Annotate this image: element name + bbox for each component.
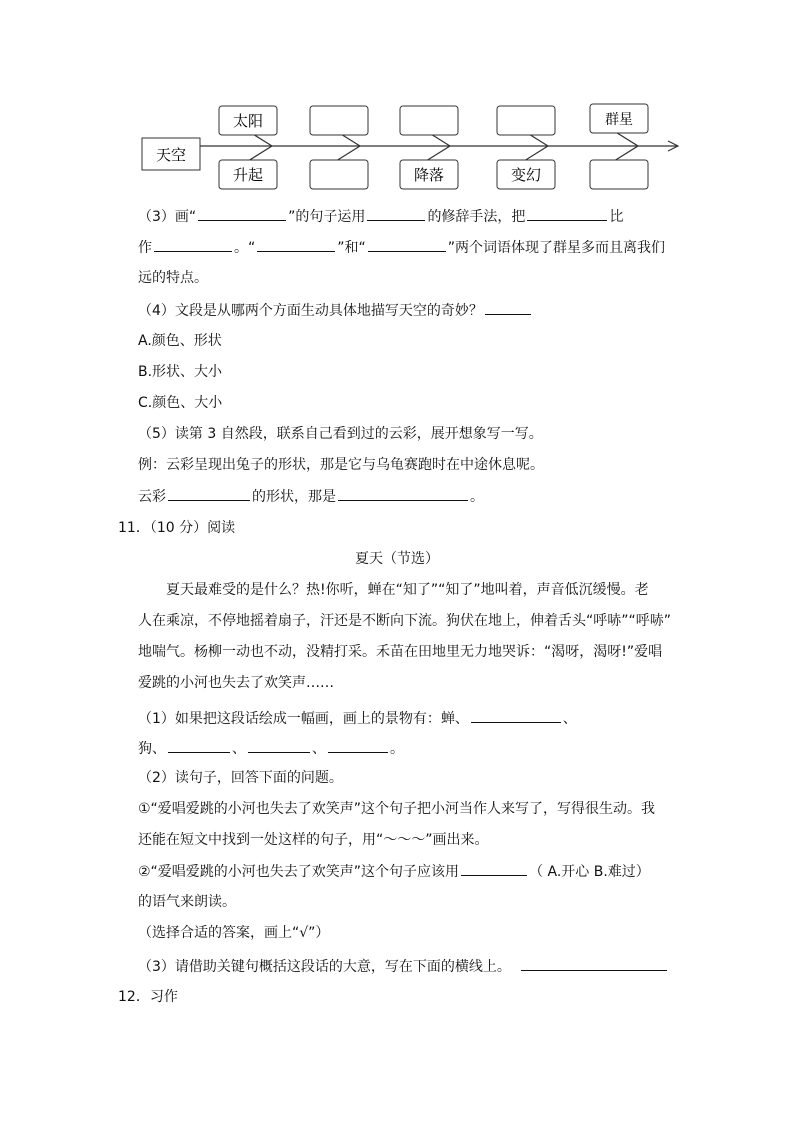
- bottom-box-5: [590, 160, 648, 189]
- option-c: C.颜色、大小: [138, 395, 223, 411]
- top-box-2: [310, 106, 368, 135]
- top-label-1: 太阳: [232, 112, 264, 130]
- blank[interactable]: [154, 237, 232, 252]
- answer-blank[interactable]: [485, 300, 531, 315]
- q10-p4-question: （4）文段是从哪两个方面生动具体地描写天空的奇妙？: [138, 300, 533, 321]
- q10-p5-question: （5）读第 3 自然段，联系自己看到过的云彩，展开想象写一写。: [138, 426, 543, 442]
- bottom-label-4: 变幻: [510, 166, 542, 184]
- blank[interactable]: [168, 486, 250, 501]
- blank[interactable]: [368, 237, 446, 252]
- q11-p2-note: （选择合适的答案，画上“√”）: [138, 925, 330, 941]
- q11-p2-s1b: 还能在短文中找到一处这样的句子，用“～～～”画出来。: [138, 832, 489, 848]
- blank[interactable]: [198, 206, 286, 221]
- passage-line-3: 地喘气。杨柳一动也不动，没精打采。禾苗在田地里无力地哭诉：“渴呀，渴呀!”爱唱: [138, 644, 663, 660]
- fishbone-diagram: [0, 0, 794, 200]
- q11-p1-line1: （1）如果把这段话绘成一幅画，画上的景物有：蝉、 、: [138, 708, 577, 729]
- q11-p3: （3）请借助关键句概括这段话的大意，写在下面的横线上。: [138, 956, 669, 977]
- blank[interactable]: [257, 237, 335, 252]
- q10-p5-answer: 云彩 的形状，那是 。: [138, 486, 484, 507]
- passage-title: 夏天（节选）: [355, 551, 439, 567]
- q11-p2-question: （2）读句子，回答下面的问题。: [138, 770, 343, 786]
- blank[interactable]: [471, 708, 561, 723]
- blank[interactable]: [328, 738, 388, 753]
- q10-p3-line1: （3）画“ ”的句子运用 的修辞手法，把 比: [138, 206, 623, 227]
- bottom-label-3: 降落: [413, 166, 445, 184]
- top-label-5: 群星: [605, 112, 633, 128]
- top-box-3: [400, 106, 458, 135]
- passage-line-2: 人在乘凉，不停地摇着扇子，汗还是不断向下流。狗伏在地上，伸着舌头“呼哧”“呼哧”: [138, 613, 672, 629]
- option-b: B.形状、大小: [138, 364, 223, 380]
- blank[interactable]: [367, 206, 425, 221]
- blank[interactable]: [338, 486, 468, 501]
- passage-line-4: 爱跳的小河也失去了欢笑声……: [138, 675, 334, 691]
- passage-line-1: 夏天最难受的是什么？热!你听，蝉在“知了”“知了”地叫着，声音低沉缓慢。老: [166, 582, 649, 598]
- option-a: A.颜色、形状: [138, 333, 222, 349]
- blank[interactable]: [461, 861, 527, 876]
- q10-p3-line2: 作 。“ ”和“ ”两个词语体现了群星多而且离我们: [138, 237, 665, 258]
- bottom-box-2: [310, 160, 368, 189]
- blank[interactable]: [168, 738, 230, 753]
- answer-blank[interactable]: [521, 956, 667, 971]
- bottom-label-1: 升起: [232, 166, 264, 184]
- q11-header: 11．（10 分）阅读: [118, 520, 236, 536]
- q10-p5-example: 例：云彩呈现出兔子的形状，那是它与乌龟赛跑时在中途休息呢。: [138, 457, 544, 473]
- q11-p2-s1a: ①“爱唱爱跳的小河也失去了欢笑声”这个句子把小河当作人来写了，写得很生动。我: [138, 801, 656, 817]
- blank[interactable]: [527, 206, 607, 221]
- root-label: 天空: [155, 146, 187, 164]
- q10-p3-line3: 远的特点。: [138, 270, 208, 286]
- q12-header: 12．习作: [118, 989, 178, 1005]
- q11-p2-s2c: 的语气来朗读。: [138, 894, 236, 910]
- blank[interactable]: [248, 738, 310, 753]
- q11-p1-line2: 狗、 、 、 。: [138, 738, 404, 759]
- top-box-4: [497, 106, 555, 135]
- q11-p2-s2a: ②“爱唱爱跳的小河也失去了欢笑声”这个句子应该用 （ A.开心 B.难过）: [138, 861, 650, 882]
